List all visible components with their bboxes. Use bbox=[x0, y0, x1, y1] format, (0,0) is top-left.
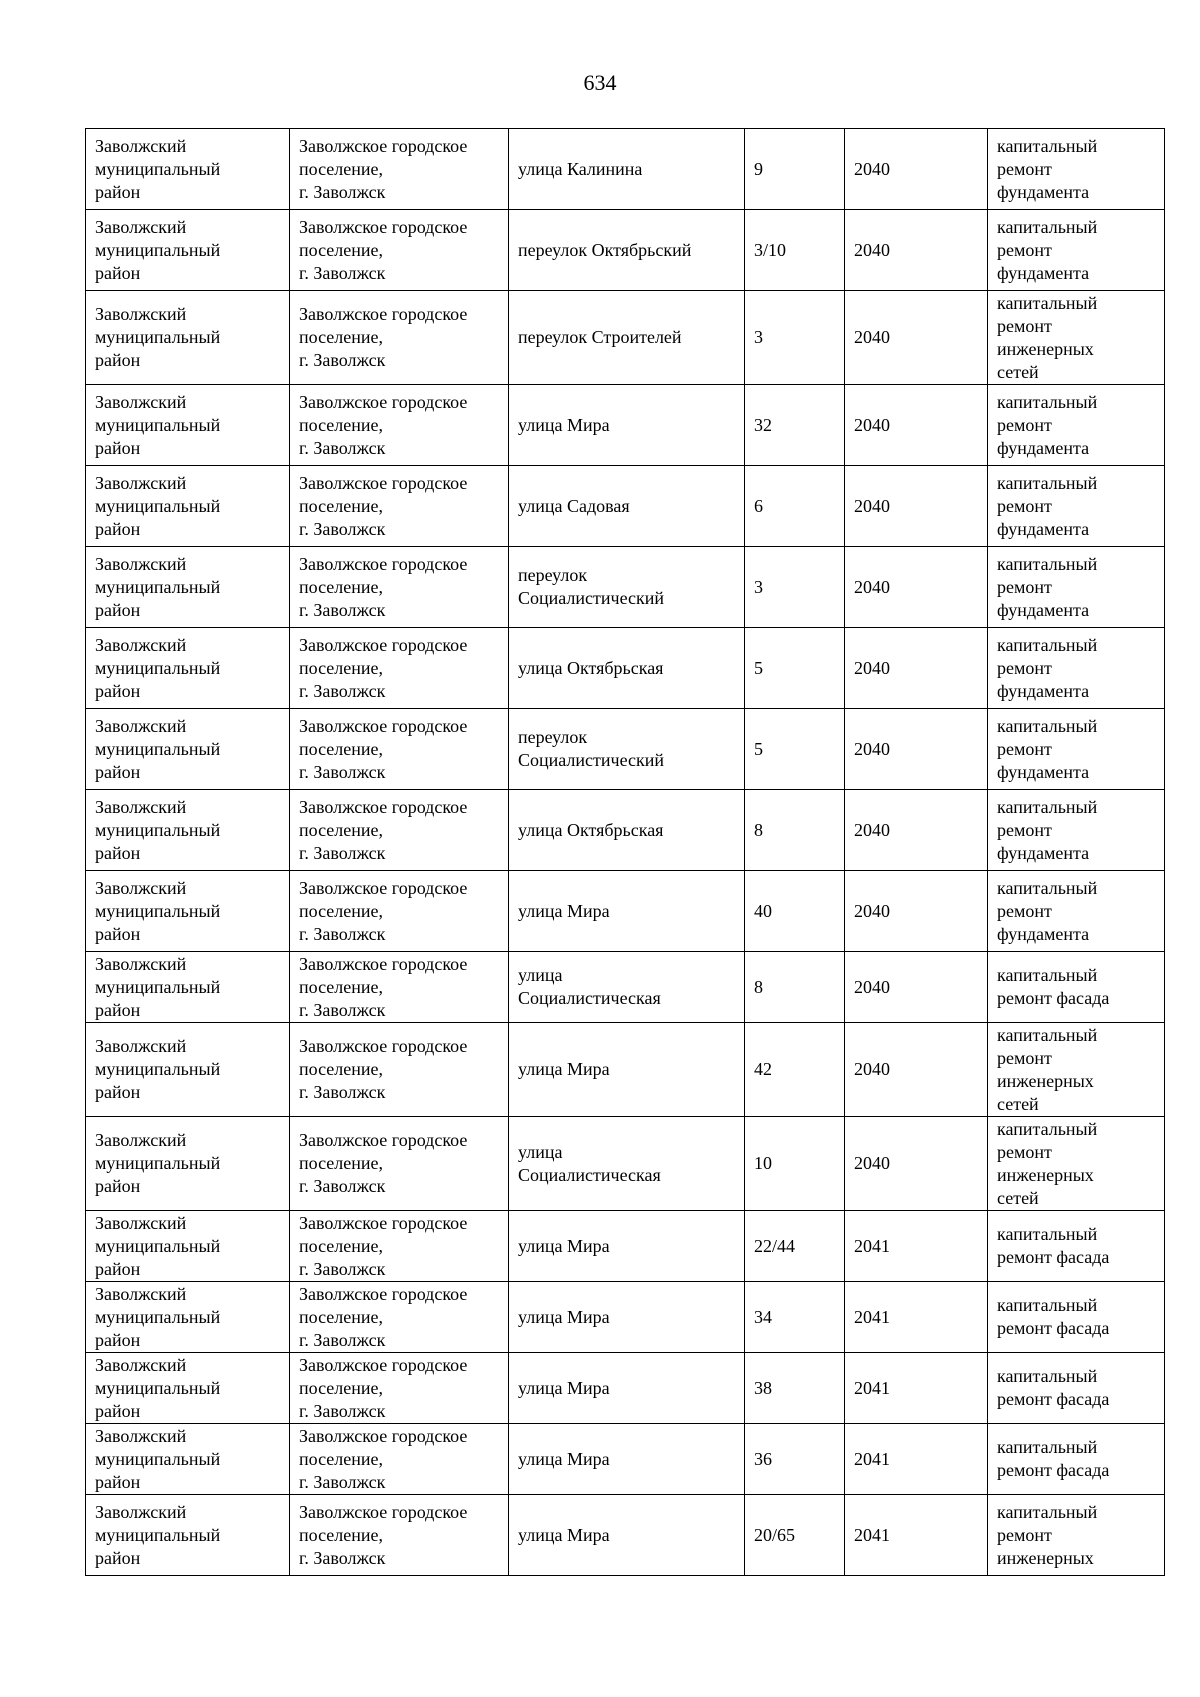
street-cell: переулок Социалистический bbox=[509, 709, 745, 790]
district-cell: Заволжский муниципальный район bbox=[86, 210, 290, 291]
settlement-cell: Заволжское городское поселение, г. Заволжск bbox=[290, 1424, 509, 1495]
year-cell: 2040 bbox=[845, 709, 988, 790]
year-cell: 2041 bbox=[845, 1353, 988, 1424]
street-cell: улица Калинина bbox=[509, 129, 745, 210]
year-cell: 2041 bbox=[845, 1282, 988, 1353]
house-cell: 36 bbox=[745, 1424, 845, 1495]
table-row bbox=[86, 871, 1165, 952]
street-cell: улица Мира bbox=[509, 1424, 745, 1495]
house-cell: 6 bbox=[745, 466, 845, 547]
work-type-cell: капитальный ремонт фундамента bbox=[988, 547, 1165, 628]
settlement-cell: Заволжское городское поселение, г. Заволжск bbox=[290, 291, 509, 385]
work-type-cell: капитальный ремонт инженерных сетей bbox=[988, 291, 1165, 385]
table-row bbox=[86, 547, 1165, 628]
house-cell: 10 bbox=[745, 1117, 845, 1211]
work-type-cell: капитальный ремонт инженерных bbox=[988, 1495, 1165, 1576]
street-cell: улица Мира bbox=[509, 1353, 745, 1424]
district-cell: Заволжский муниципальный район bbox=[86, 1353, 290, 1424]
house-cell: 34 bbox=[745, 1282, 845, 1353]
year-cell: 2040 bbox=[845, 1023, 988, 1117]
settlement-cell: Заволжское городское поселение, г. Заволжск bbox=[290, 709, 509, 790]
year-cell: 2040 bbox=[845, 210, 988, 291]
table-row bbox=[86, 709, 1165, 790]
house-cell: 38 bbox=[745, 1353, 845, 1424]
street-cell: улица Мира bbox=[509, 1211, 745, 1282]
year-cell: 2040 bbox=[845, 628, 988, 709]
table-row bbox=[86, 1424, 1165, 1495]
settlement-cell: Заволжское городское поселение, г. Заволжск bbox=[290, 871, 509, 952]
house-cell: 5 bbox=[745, 709, 845, 790]
house-cell: 40 bbox=[745, 871, 845, 952]
work-type-cell: капитальный ремонт фундамента bbox=[988, 628, 1165, 709]
work-type-cell: капитальный ремонт фасада bbox=[988, 1282, 1165, 1353]
settlement-cell: Заволжское городское поселение, г. Заволжск bbox=[290, 129, 509, 210]
year-cell: 2040 bbox=[845, 291, 988, 385]
house-cell: 3/10 bbox=[745, 210, 845, 291]
house-cell: 32 bbox=[745, 385, 845, 466]
settlement-cell: Заволжское городское поселение, г. Заволжск bbox=[290, 385, 509, 466]
settlement-cell: Заволжское городское поселение, г. Заволжск bbox=[290, 1211, 509, 1282]
street-cell: улица Мира bbox=[509, 385, 745, 466]
year-cell: 2040 bbox=[845, 547, 988, 628]
year-cell: 2041 bbox=[845, 1211, 988, 1282]
year-cell: 2040 bbox=[845, 1117, 988, 1211]
table-row bbox=[86, 1353, 1165, 1424]
district-cell: Заволжский муниципальный район bbox=[86, 790, 290, 871]
street-cell: переулок Социалистический bbox=[509, 547, 745, 628]
table-row bbox=[86, 1495, 1165, 1576]
street-cell: улица Мира bbox=[509, 871, 745, 952]
work-type-cell: капитальный ремонт фундамента bbox=[988, 790, 1165, 871]
house-cell: 20/65 bbox=[745, 1495, 845, 1576]
street-cell: переулок Строителей bbox=[509, 291, 745, 385]
settlement-cell: Заволжское городское поселение, г. Заволжск bbox=[290, 1282, 509, 1353]
district-cell: Заволжский муниципальный район bbox=[86, 547, 290, 628]
house-cell: 42 bbox=[745, 1023, 845, 1117]
district-cell: Заволжский муниципальный район bbox=[86, 1282, 290, 1353]
year-cell: 2040 bbox=[845, 871, 988, 952]
table-row bbox=[86, 129, 1165, 210]
table-row bbox=[86, 628, 1165, 709]
table-row bbox=[86, 1117, 1165, 1211]
house-cell: 5 bbox=[745, 628, 845, 709]
house-cell: 3 bbox=[745, 291, 845, 385]
settlement-cell: Заволжское городское поселение, г. Заволжск bbox=[290, 1495, 509, 1576]
settlement-cell: Заволжское городское поселение, г. Заволжск bbox=[290, 210, 509, 291]
page-number: 634 bbox=[583, 70, 617, 95]
work-type-cell: капитальный ремонт инженерных сетей bbox=[988, 1117, 1165, 1211]
work-type-cell: капитальный ремонт фундамента bbox=[988, 871, 1165, 952]
street-cell: улица Мира bbox=[509, 1282, 745, 1353]
table-row bbox=[86, 210, 1165, 291]
work-type-cell: капитальный ремонт фундамента bbox=[988, 210, 1165, 291]
settlement-cell: Заволжское городское поселение, г. Заволжск bbox=[290, 1023, 509, 1117]
district-cell: Заволжский муниципальный район bbox=[86, 952, 290, 1023]
work-type-cell: капитальный ремонт инженерных сетей bbox=[988, 1023, 1165, 1117]
settlement-cell: Заволжское городское поселение, г. Заволжск bbox=[290, 1117, 509, 1211]
work-type-cell: капитальный ремонт фасада bbox=[988, 1353, 1165, 1424]
work-type-cell: капитальный ремонт фундамента bbox=[988, 385, 1165, 466]
settlement-cell: Заволжское городское поселение, г. Заволжск bbox=[290, 952, 509, 1023]
street-cell: улица Мира bbox=[509, 1023, 745, 1117]
district-cell: Заволжский муниципальный район bbox=[86, 1211, 290, 1282]
work-type-cell: капитальный ремонт фундамента bbox=[988, 709, 1165, 790]
street-cell: улица Социалистическая bbox=[509, 952, 745, 1023]
settlement-cell: Заволжское городское поселение, г. Заволжск bbox=[290, 1353, 509, 1424]
work-type-cell: капитальный ремонт фасада bbox=[988, 1424, 1165, 1495]
work-type-cell: капитальный ремонт фасада bbox=[988, 952, 1165, 1023]
house-cell: 8 bbox=[745, 790, 845, 871]
street-cell: улица Октябрьская bbox=[509, 628, 745, 709]
year-cell: 2041 bbox=[845, 1424, 988, 1495]
district-cell: Заволжский муниципальный район bbox=[86, 466, 290, 547]
district-cell: Заволжский муниципальный район bbox=[86, 1023, 290, 1117]
work-type-cell: капитальный ремонт фундамента bbox=[988, 466, 1165, 547]
settlement-cell: Заволжское городское поселение, г. Заволжск bbox=[290, 628, 509, 709]
work-type-cell: капитальный ремонт фасада bbox=[988, 1211, 1165, 1282]
district-cell: Заволжский муниципальный район bbox=[86, 871, 290, 952]
street-cell: улица Мира bbox=[509, 1495, 745, 1576]
district-cell: Заволжский муниципальный район bbox=[86, 1117, 290, 1211]
house-cell: 9 bbox=[745, 129, 845, 210]
table-row bbox=[86, 952, 1165, 1023]
district-cell: Заволжский муниципальный район bbox=[86, 291, 290, 385]
street-cell: улица Садовая bbox=[509, 466, 745, 547]
district-cell: Заволжский муниципальный район bbox=[86, 1424, 290, 1495]
year-cell: 2040 bbox=[845, 466, 988, 547]
house-cell: 8 bbox=[745, 952, 845, 1023]
settlement-cell: Заволжское городское поселение, г. Заволжск bbox=[290, 547, 509, 628]
year-cell: 2040 bbox=[845, 385, 988, 466]
table-row bbox=[86, 1023, 1165, 1117]
district-cell: Заволжский муниципальный район bbox=[86, 1495, 290, 1576]
table-row bbox=[86, 385, 1165, 466]
table-row bbox=[86, 466, 1165, 547]
year-cell: 2041 bbox=[845, 1495, 988, 1576]
year-cell: 2040 bbox=[845, 129, 988, 210]
house-cell: 22/44 bbox=[745, 1211, 845, 1282]
work-type-cell: капитальный ремонт фундамента bbox=[988, 129, 1165, 210]
year-cell: 2040 bbox=[845, 790, 988, 871]
table-row bbox=[86, 291, 1165, 385]
year-cell: 2040 bbox=[845, 952, 988, 1023]
street-cell: переулок Октябрьский bbox=[509, 210, 745, 291]
settlement-cell: Заволжское городское поселение, г. Заволжск bbox=[290, 790, 509, 871]
table-row bbox=[86, 1282, 1165, 1353]
settlement-cell: Заволжское городское поселение, г. Заволжск bbox=[290, 466, 509, 547]
capital-repair-table bbox=[85, 128, 1165, 1576]
street-cell: улица Социалистическая bbox=[509, 1117, 745, 1211]
table-row bbox=[86, 790, 1165, 871]
house-cell: 3 bbox=[745, 547, 845, 628]
district-cell: Заволжский муниципальный район bbox=[86, 628, 290, 709]
table-row bbox=[86, 1211, 1165, 1282]
street-cell: улица Октябрьская bbox=[509, 790, 745, 871]
district-cell: Заволжский муниципальный район bbox=[86, 129, 290, 210]
district-cell: Заволжский муниципальный район bbox=[86, 385, 290, 466]
district-cell: Заволжский муниципальный район bbox=[86, 709, 290, 790]
